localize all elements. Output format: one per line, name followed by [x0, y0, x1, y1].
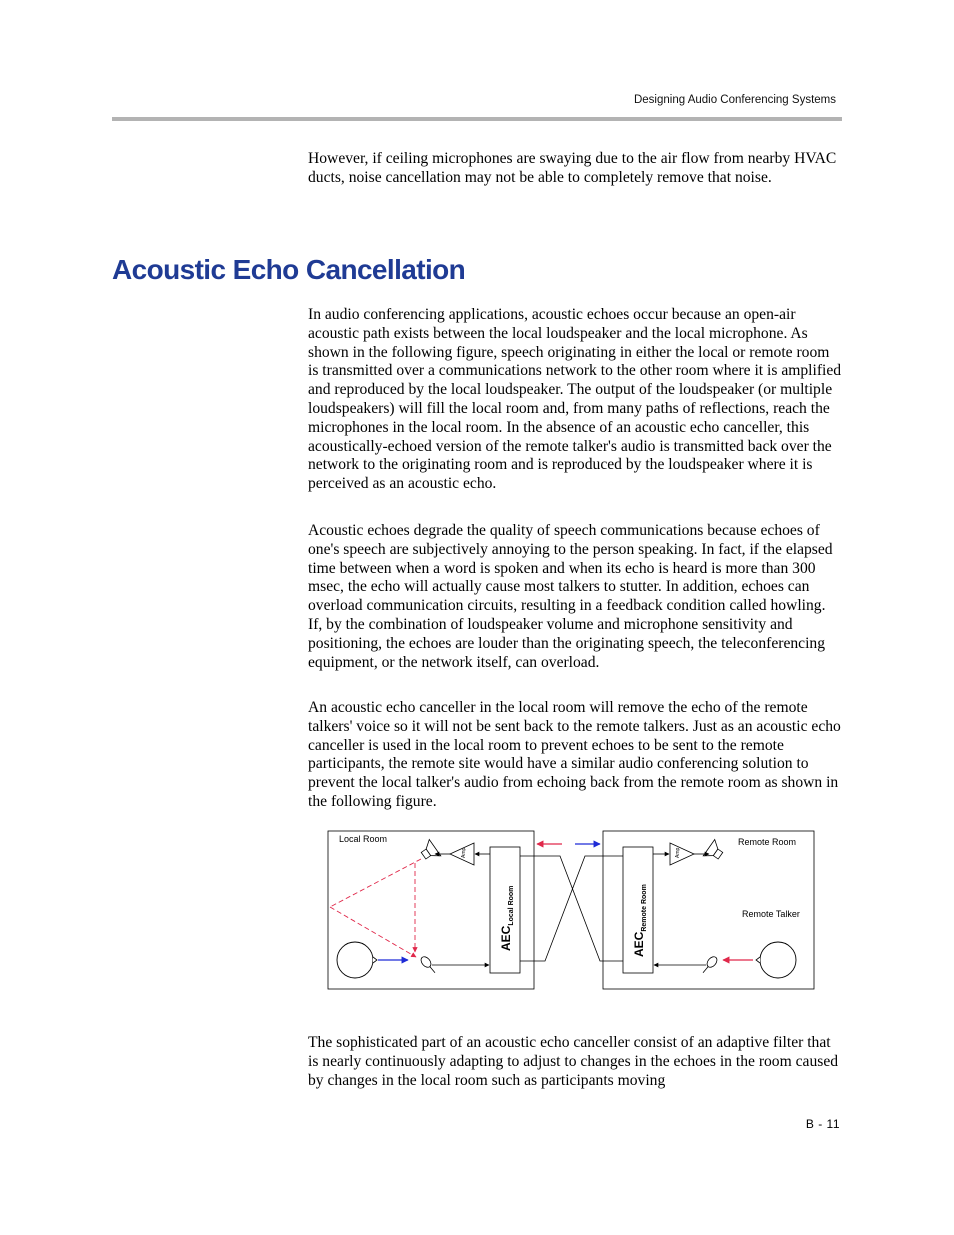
body-paragraph-4: The sophisticated part of an acoustic echo canceller consist of an adaptive filter that is nearly continuously adapting to adjust to changes in the echoes in the room caused by changes in the local room such as participants moving [308, 1034, 839, 1089]
svg-text:Amp: Amp [675, 847, 681, 858]
aec-diagram [326, 829, 818, 993]
section-title: Acoustic Echo Cancellation [112, 254, 466, 285]
intro-paragraph: However, if ceiling microphones are swaying due to the air flow from nearby HVAC ducts, noise cancellation may not be able to completely remove that noise. [308, 150, 837, 186]
running-header: Designing Audio Conferencing Systems [633, 94, 836, 106]
aec-local-label: $AEC_{Local Room}$ [499, 885, 515, 951]
svg-text:Amp: Amp [461, 847, 467, 858]
aec-local-block [490, 847, 520, 973]
local-room-label: Local Room [339, 834, 388, 844]
remote-room-label: Remote Room [738, 837, 797, 847]
aec-remote-label: $AEC_{Remote Room}$ [632, 884, 648, 957]
header-rule [112, 117, 842, 121]
remote-talker-label: Remote Talker [742, 909, 800, 919]
body-paragraph-2: Acoustic echoes degrade the quality of speech communications because echoes of one's speech are subjectively annoying to the person speaking. In fact, if the elapsed time between when a word is spoken and when its echo is heard is more than 300 msec, the echo will actually cause most talkers to stutter. In addition, echoes can overload communication circuits, resulting in a feedback condition called howling. If, by the combination of loudspeaker volume and microphone sensitivity and positioning, the echoes are louder than the originating speech, the teleconferencing equipment, or the network itself, can overload. [308, 522, 833, 671]
body-paragraph-1: In audio conferencing applications, acoustic echoes occur because an open-air acoustic path exists between the local loudspeaker and the local microphone. As shown in the following figure, speech originating in either the local or remote room is transmitted over a communications network to the other room where it is amplified and reproduced by the local loudspeaker. The output of the loudspeaker (or multiple loudspeakers) will fill the local room and, from many paths of reflections, reach the microphones in the local room. In the absence of an acoustic echo canceller, this acoustically-echoed version of the remote talker's audio is transmitted back over the network to the originating room and is reproduced by the loudspeaker where it is perceived as an acoustic echo. [308, 306, 842, 493]
body-paragraph-3: An acoustic echo canceller in the local room will remove the echo of the remote talkers' voice so it will not be sent back to the remote talkers. Just as an acoustic echo canceller is used in the local room to prevent echoes to be sent to the remote participants, the remote site would have a similar audio conferencing solution to prevent the local talker's audio from echoing back from the remote room as shown in the following figure. [308, 699, 841, 810]
page-number: B - 11 [805, 1117, 840, 1131]
